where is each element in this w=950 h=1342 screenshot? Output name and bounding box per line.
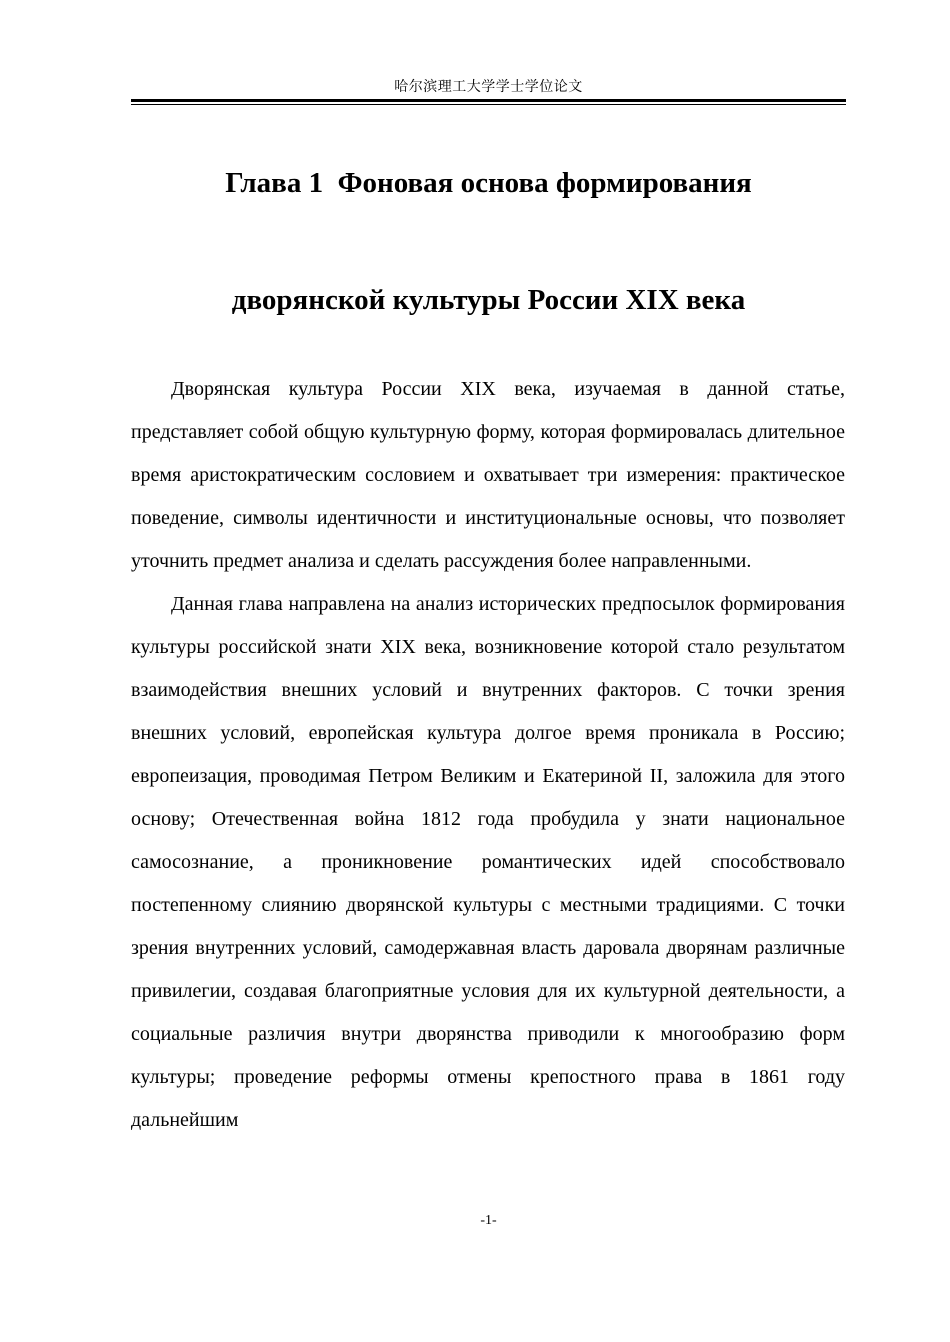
page-number: -1-	[480, 1213, 497, 1228]
running-header: 哈尔滨理工大学学士学位论文	[394, 80, 583, 95]
paragraph-1: Дворянская культура России XIX века, изучаемая в данной статье, представляет собой общую культурную форму, которая формировалась длительное время аристократическим сословием и охватывает три измерения: практическое поведение, символы идентичности и институциональные основы, что позволяет уточнить предмет анализа и сделать рассуждения более направленными.	[131, 378, 845, 572]
body-text	[131, 368, 845, 1142]
paragraph-2: Данная глава направлена на анализ исторических предпосылок формирования культуры российской знати XIX века, возникновение которой стало результатом взаимодействия внешних условий и внутренних факторов. С точки зрения внешних условий, европейская культура долгое время проникала в Россию; европеизация, проводимая Петром Великим и Екатериной II, заложила для этого основу; Отечественная война 1812 года пробудила у знати национальное самосознание, а проникновение романтических идей способствовало постепенному слиянию дворянской культуры с местными традициями. С точки зрения внутренних условий, самодержавная власть даровала дворянам различные привилегии, создавая благоприятные условия для их культурной деятельности, а социальные различия внутри дворянства приводили к многообразию форм культуры; проведение реформы отмены крепостного права в 1861 году дальнейшим	[131, 593, 845, 1131]
header-rule-thin	[131, 104, 846, 105]
chapter-title-line-1: Глава 1 Фоновая основа формирования	[225, 167, 752, 199]
chapter-title-line-2: дворянской культуры России XIX века	[231, 284, 746, 316]
header-rule-thick	[131, 99, 846, 102]
